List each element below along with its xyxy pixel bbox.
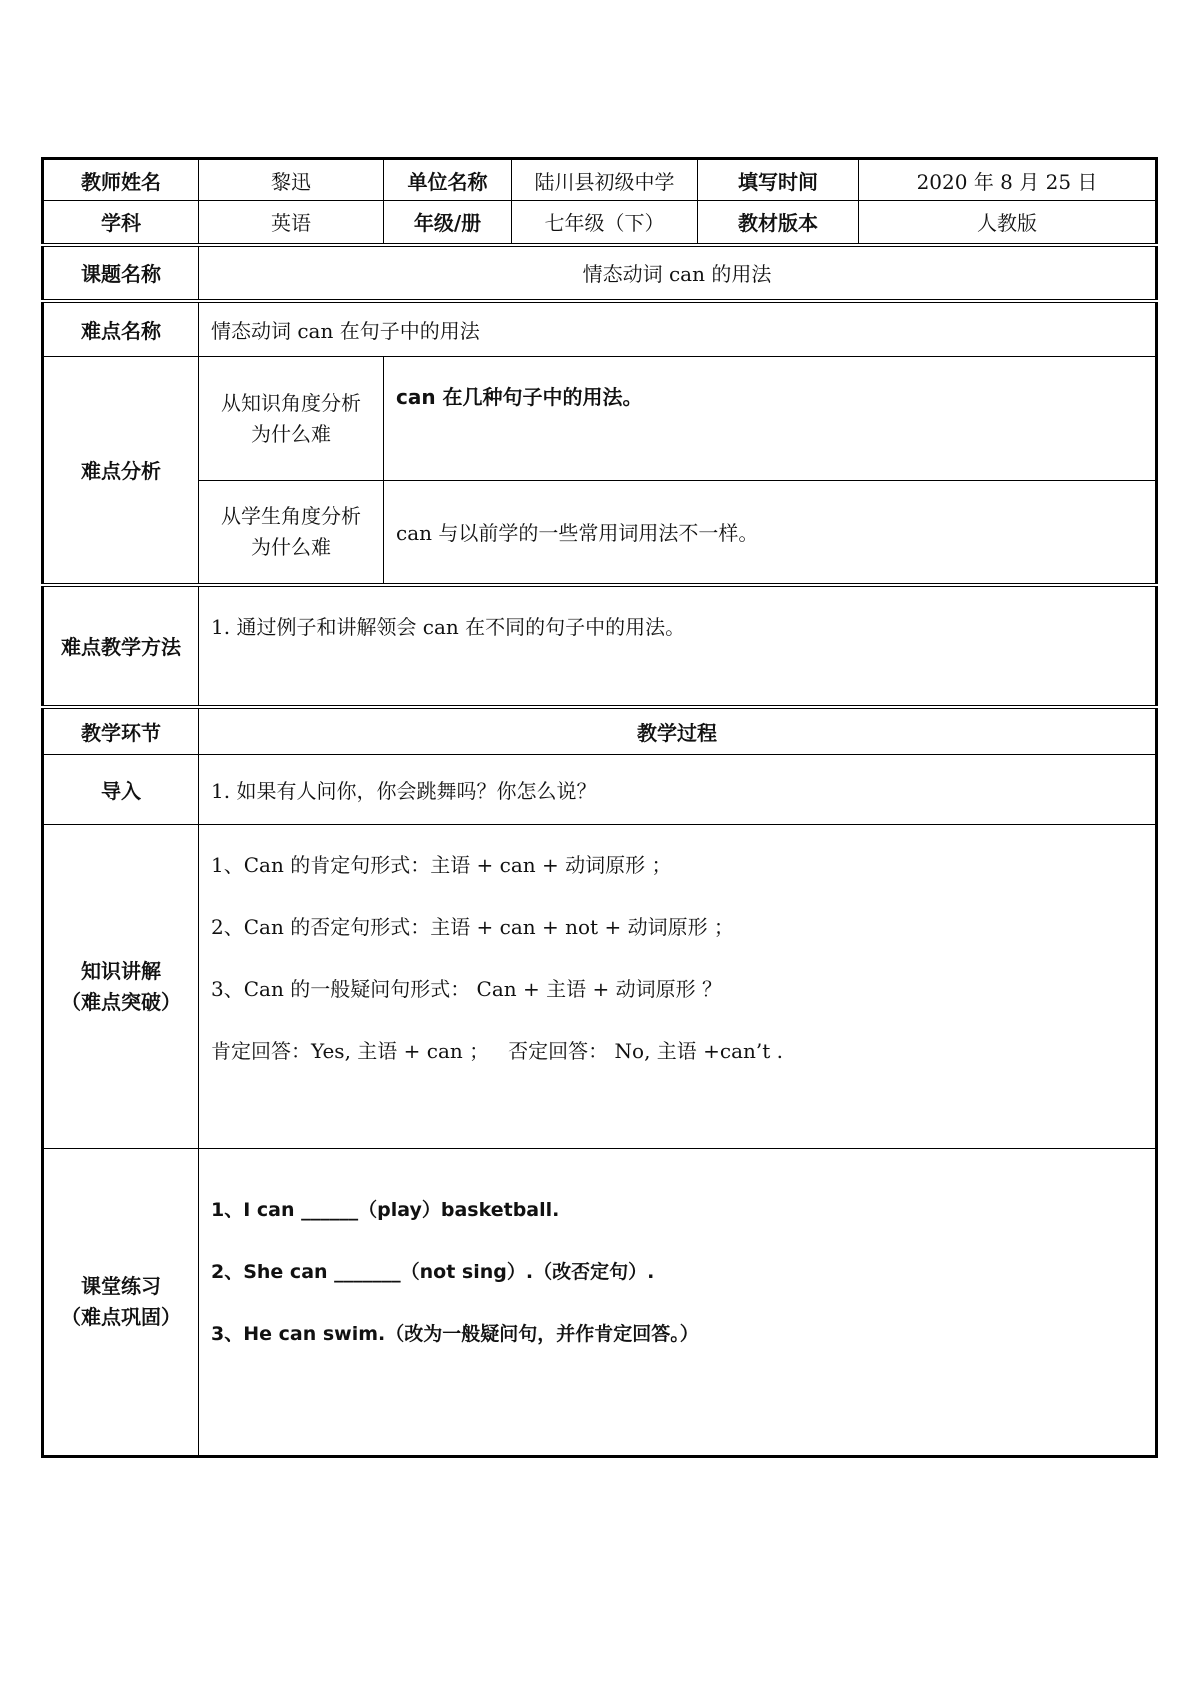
edition-label: 教材版本 xyxy=(698,201,859,245)
knowledge-label-line-2: （难点突破） xyxy=(61,989,181,1014)
knowledge-label-line-1: 知识讲解 xyxy=(81,958,161,983)
topic-row xyxy=(43,245,1157,301)
unit-name-label: 单位名称 xyxy=(384,159,512,201)
practice-row xyxy=(43,1149,1157,1457)
grade-value: 七年级（下） xyxy=(512,201,698,245)
knowledge-line-3: 3、Can 的一般疑问句形式： Can + 主语 + 动词原形 ？ xyxy=(211,977,722,1001)
knowledge-angle-cell xyxy=(384,357,1157,481)
lesson-plan-table xyxy=(41,157,1158,1458)
practice-label xyxy=(43,1149,199,1457)
practice-line-1: 1、I can ______（play）basketball. xyxy=(211,1199,560,1221)
method-value: 1. 通过例子和讲解领会 can 在不同的句子中的用法。 xyxy=(199,585,1157,707)
knowledge-content xyxy=(199,825,1157,1149)
teacher-name-value: 黎迅 xyxy=(199,159,384,201)
grade-label: 年级/册 xyxy=(384,201,512,245)
student-angle-label-line-1: 从学生角度分析 xyxy=(221,503,361,528)
difficulty-value: 情态动词 can 在句子中的用法 xyxy=(199,301,1157,357)
practice-content xyxy=(199,1149,1157,1457)
subject-label: 学科 xyxy=(43,201,199,245)
process-header-row xyxy=(43,707,1157,755)
difficulty-row xyxy=(43,301,1157,357)
analysis-student-row xyxy=(43,481,1157,585)
subject-value: 英语 xyxy=(199,201,384,245)
analysis-knowledge-row xyxy=(43,357,1157,481)
practice-label-line-2: （难点巩固） xyxy=(61,1305,181,1329)
knowledge-angle-label-line-2: 为什么难 xyxy=(251,421,331,446)
knowledge-angle-label-line-1: 从知识角度分析 xyxy=(221,390,361,415)
topic-label: 课题名称 xyxy=(43,245,199,301)
knowledge-line-2: 2、Can 的否定句形式：主语 + can + not + 动词原形 ； xyxy=(211,915,734,939)
teaching-stage-label: 教学环节 xyxy=(43,707,199,755)
difficulty-label: 难点名称 xyxy=(43,301,199,357)
unit-name-value: 陆川县初级中学 xyxy=(512,159,698,201)
practice-line-2: 2、She can _______（not sing）.（改否定句）. xyxy=(211,1261,655,1283)
student-angle-label-line-2: 为什么难 xyxy=(251,534,331,559)
fill-date-value: 2020 年 8 月 25 日 xyxy=(859,159,1157,201)
knowledge-row xyxy=(43,825,1157,1149)
header-row-2 xyxy=(43,201,1157,245)
practice-line-3: 3、He can swim.（改为一般疑问句，并作肯定回答。） xyxy=(211,1323,699,1345)
knowledge-line-1: 1、Can 的肯定句形式：主语 + can + 动词原形 ； xyxy=(211,853,672,877)
knowledge-angle-label xyxy=(199,357,384,481)
student-angle-label xyxy=(199,481,384,585)
method-row xyxy=(43,585,1157,707)
intro-label: 导入 xyxy=(43,755,199,825)
method-label: 难点教学方法 xyxy=(43,585,199,707)
header-row-1 xyxy=(43,159,1157,201)
teacher-name-label: 教师姓名 xyxy=(43,159,199,201)
intro-value: 1. 如果有人问你，你会跳舞吗？你怎么说？ xyxy=(199,755,1157,825)
analysis-label: 难点分析 xyxy=(43,357,199,585)
edition-value: 人教版 xyxy=(859,201,1157,245)
teaching-process-label: 教学过程 xyxy=(199,707,1157,755)
knowledge-angle-value: can 在几种句子中的用法。 xyxy=(396,385,643,409)
knowledge-label xyxy=(43,825,199,1149)
fill-date-label: 填写时间 xyxy=(698,159,859,201)
knowledge-line-4: 肯定回答：Yes, 主语 + can ； 否定回答： No, 主语 +can’t . xyxy=(211,1039,784,1063)
student-angle-value: can 与以前学的一些常用词用法不一样。 xyxy=(384,481,1157,585)
lesson-plan-sheet xyxy=(41,157,1155,1458)
practice-label-line-1: 课堂练习 xyxy=(81,1274,161,1298)
intro-row xyxy=(43,755,1157,825)
topic-value: 情态动词 can 的用法 xyxy=(199,245,1157,301)
